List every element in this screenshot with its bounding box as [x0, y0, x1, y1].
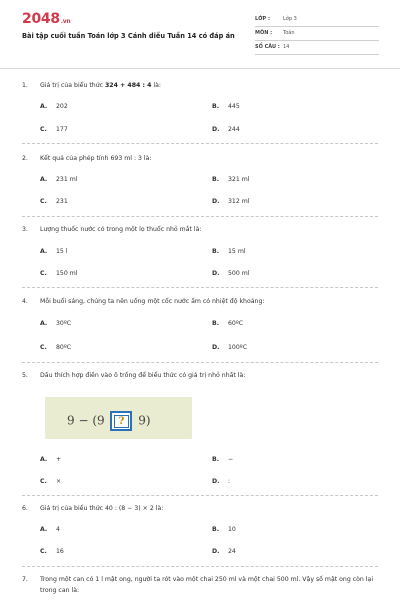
option-c[interactable] [40, 270, 78, 277]
expression [67, 411, 151, 431]
option-a[interactable] [40, 103, 68, 110]
option-letter: D. [212, 344, 220, 351]
option-letter: B. [212, 248, 220, 255]
option-letter: A. [40, 526, 48, 533]
option-letter: D. [212, 198, 220, 205]
question-number: 1. [22, 82, 28, 89]
option-c[interactable] [40, 198, 68, 205]
question-number: 5. [22, 372, 28, 379]
option-c[interactable] [40, 344, 71, 351]
question-text: Trong một can có 1 l mật ong, người ta rót vào một chai 250 ml và một chai 500 ml. Vậy số mật ong còn lại trong can là: [40, 576, 374, 594]
option-d[interactable] [212, 548, 236, 555]
page-title: Bài tập cuối tuần Toán lớp 3 Cánh diều Tuần 14 có đáp án [22, 32, 235, 40]
option-text: : [228, 478, 231, 485]
question-text: Giá trị của biểu thức 40 : (8 − 3) × 2 là: [40, 505, 164, 512]
option-text: − [228, 456, 234, 463]
option-d[interactable] [212, 344, 247, 351]
question-text: Lượng thuốc nước có trong một lọ thuốc nhỏ mắt là: [40, 226, 202, 233]
option-d[interactable] [212, 478, 230, 485]
option-b[interactable] [212, 320, 243, 327]
question-text [40, 82, 161, 89]
meta-value: 14 [283, 44, 290, 50]
option-c[interactable] [40, 478, 61, 485]
option-c[interactable] [40, 548, 64, 555]
logo-tld: .vn [60, 18, 71, 25]
option-b[interactable] [212, 248, 246, 255]
option-letter: D. [212, 270, 220, 277]
option-letter: C. [40, 478, 47, 485]
option-text: 24 [228, 548, 236, 555]
meta-subject [255, 28, 379, 41]
meta-value: Lớp 3 [283, 16, 297, 22]
question-text: Mỗi buổi sáng, chúng ta nên uống một cốc nước ấm có nhiệt độ khoảng: [40, 298, 265, 305]
option-letter: A. [40, 248, 48, 255]
option-text: 10 [228, 526, 236, 533]
option-letter: A. [40, 103, 48, 110]
option-text: 231 ml [56, 176, 78, 183]
option-letter: C. [40, 198, 47, 205]
question-text-part: là: [151, 82, 161, 89]
option-letter: A. [40, 176, 48, 183]
option-text: 15 l [56, 248, 68, 255]
option-letter: D. [212, 478, 220, 485]
option-b[interactable] [212, 103, 240, 110]
option-b[interactable] [212, 176, 250, 183]
meta-key: MÔN : [255, 30, 273, 36]
question-text: Dấu thích hợp điền vào ô trống để biểu thức có giá trị nhỏ nhất là: [40, 372, 246, 379]
option-letter: B. [212, 456, 220, 463]
option-text: 312 ml [228, 198, 250, 205]
option-text: 177 [56, 126, 68, 133]
option-text: 321 ml [228, 176, 250, 183]
option-letter: C. [40, 126, 47, 133]
question-number: 3. [22, 226, 28, 233]
option-text: 15 ml [228, 248, 246, 255]
question-divider [22, 143, 378, 144]
option-text: 500 ml [228, 270, 250, 277]
question-divider [22, 566, 378, 567]
option-letter: B. [212, 176, 220, 183]
option-d[interactable] [212, 198, 250, 205]
option-text: 80ºC [56, 344, 72, 351]
option-d[interactable] [212, 270, 250, 277]
question-expression: 324 + 484 : 4 [105, 82, 152, 89]
question-text: Kết quả của phép tính 693 ml : 3 là: [40, 155, 152, 162]
expression-left: 9 − (9 [67, 413, 105, 428]
option-text: 60ºC [228, 320, 244, 327]
blank-box [110, 411, 132, 431]
option-letter: A. [40, 320, 48, 327]
question-divider [22, 362, 378, 363]
option-text: × [56, 478, 62, 485]
question-divider [22, 287, 378, 288]
option-text: 244 [228, 126, 240, 133]
option-a[interactable] [40, 456, 61, 463]
option-b[interactable] [212, 456, 233, 463]
option-letter: D. [212, 548, 220, 555]
option-d[interactable] [212, 126, 240, 133]
question-mark-icon: ? [114, 415, 129, 428]
option-c[interactable] [40, 126, 68, 133]
option-text: 231 [56, 198, 68, 205]
question-number: 2. [22, 155, 28, 162]
option-letter: B. [212, 526, 220, 533]
option-text: 4 [56, 526, 60, 533]
header [0, 0, 400, 62]
option-letter: C. [40, 548, 47, 555]
site-logo[interactable] [22, 11, 70, 27]
question-text-part: Giá trị của biểu thức [40, 82, 105, 89]
header-divider [0, 68, 400, 69]
option-letter: B. [212, 103, 220, 110]
option-text: 100ºC [228, 344, 248, 351]
expression-right: 9) [138, 413, 151, 428]
option-text: 30ºC [56, 320, 72, 327]
question-number: 6. [22, 505, 28, 512]
logo-text: 2048 [22, 11, 60, 27]
option-a[interactable] [40, 248, 68, 255]
question-divider [22, 495, 378, 496]
option-letter: D. [212, 126, 220, 133]
option-b[interactable] [212, 526, 236, 533]
expression-image [45, 397, 192, 439]
option-a[interactable] [40, 526, 60, 533]
option-letter: B. [212, 320, 220, 327]
option-text: + [56, 456, 62, 463]
meta-class [255, 14, 379, 27]
meta-key: SỐ CÂU : [255, 44, 280, 50]
option-text: 16 [56, 548, 64, 555]
option-a[interactable] [40, 176, 78, 183]
option-letter: C. [40, 344, 47, 351]
meta-question-count [255, 42, 379, 55]
question-number: 4. [22, 298, 28, 305]
option-text: 445 [228, 103, 240, 110]
option-letter: C. [40, 270, 47, 277]
meta-key: LỚP : [255, 16, 270, 22]
meta-value: Toán [283, 30, 295, 36]
question-number: 7. [22, 576, 28, 583]
question-divider [22, 216, 378, 217]
option-text: 202 [56, 103, 68, 110]
option-a[interactable] [40, 320, 71, 327]
option-letter: A. [40, 456, 48, 463]
option-text: 150 ml [56, 270, 78, 277]
